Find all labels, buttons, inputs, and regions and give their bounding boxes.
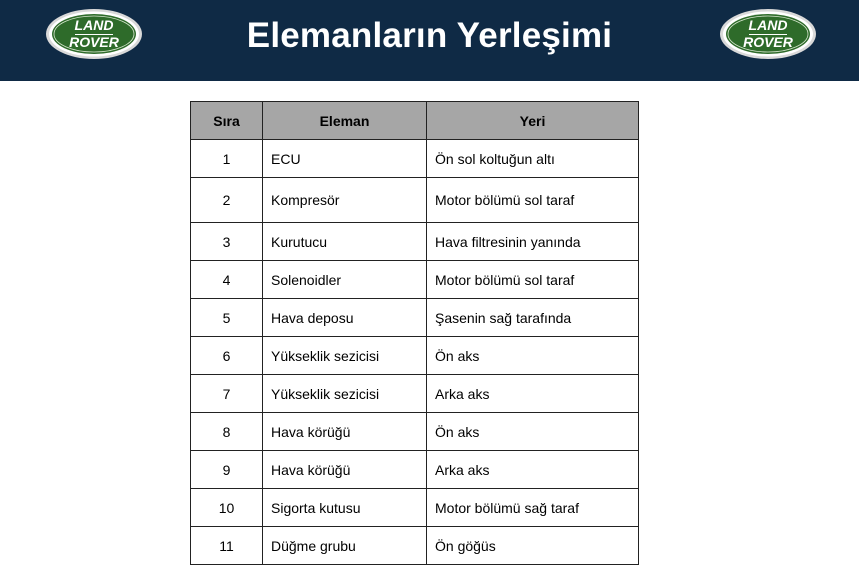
cell-yeri: Ön aks [427, 413, 639, 451]
cell-yeri: Arka aks [427, 451, 639, 489]
components-location-table [190, 101, 639, 565]
cell-sira: 11 [191, 527, 263, 565]
land-rover-logo-right [719, 8, 817, 60]
table-row [191, 223, 639, 261]
cell-sira: 8 [191, 413, 263, 451]
cell-eleman: Yükseklik sezicisi [263, 375, 427, 413]
cell-eleman: ECU [263, 140, 427, 178]
cell-yeri: Ön aks [427, 337, 639, 375]
cell-sira: 4 [191, 261, 263, 299]
cell-eleman: Yükseklik sezicisi [263, 337, 427, 375]
table-row [191, 489, 639, 527]
svg-text:LAND: LAND [748, 17, 788, 33]
table-row [191, 527, 639, 565]
cell-yeri: Motor bölümü sol taraf [427, 178, 639, 223]
cell-eleman: Solenoidler [263, 261, 427, 299]
header-bar [0, 0, 859, 81]
table-header-row [191, 102, 639, 140]
table-row [191, 178, 639, 223]
cell-eleman: Hava deposu [263, 299, 427, 337]
svg-text:ROVER: ROVER [743, 34, 793, 50]
table-row [191, 299, 639, 337]
cell-yeri: Şasenin sağ tarafında [427, 299, 639, 337]
cell-sira: 1 [191, 140, 263, 178]
cell-yeri: Arka aks [427, 375, 639, 413]
table-row [191, 451, 639, 489]
cell-eleman: Düğme grubu [263, 527, 427, 565]
column-header-eleman: Eleman [263, 102, 427, 140]
cell-sira: 6 [191, 337, 263, 375]
column-header-yeri: Yeri [427, 102, 639, 140]
cell-sira: 10 [191, 489, 263, 527]
cell-yeri: Motor bölümü sağ taraf [427, 489, 639, 527]
table-row [191, 140, 639, 178]
cell-eleman: Sigorta kutusu [263, 489, 427, 527]
cell-sira: 7 [191, 375, 263, 413]
cell-yeri: Ön sol koltuğun altı [427, 140, 639, 178]
cell-sira: 5 [191, 299, 263, 337]
page-title: Elemanların Yerleşimi [246, 16, 613, 55]
svg-text:LAND: LAND [74, 17, 114, 33]
table-row [191, 261, 639, 299]
cell-sira: 9 [191, 451, 263, 489]
table-row [191, 375, 639, 413]
cell-yeri: Ön göğüs [427, 527, 639, 565]
cell-sira: 2 [191, 178, 263, 223]
table-row [191, 337, 639, 375]
cell-yeri: Hava filtresinin yanında [427, 223, 639, 261]
table-row [191, 413, 639, 451]
cell-eleman: Kompresör [263, 178, 427, 223]
cell-sira: 3 [191, 223, 263, 261]
cell-eleman: Hava körüğü [263, 413, 427, 451]
cell-eleman: Hava körüğü [263, 451, 427, 489]
cell-yeri: Motor bölümü sol taraf [427, 261, 639, 299]
cell-eleman: Kurutucu [263, 223, 427, 261]
column-header-sira: Sıra [191, 102, 263, 140]
svg-text:ROVER: ROVER [69, 34, 119, 50]
